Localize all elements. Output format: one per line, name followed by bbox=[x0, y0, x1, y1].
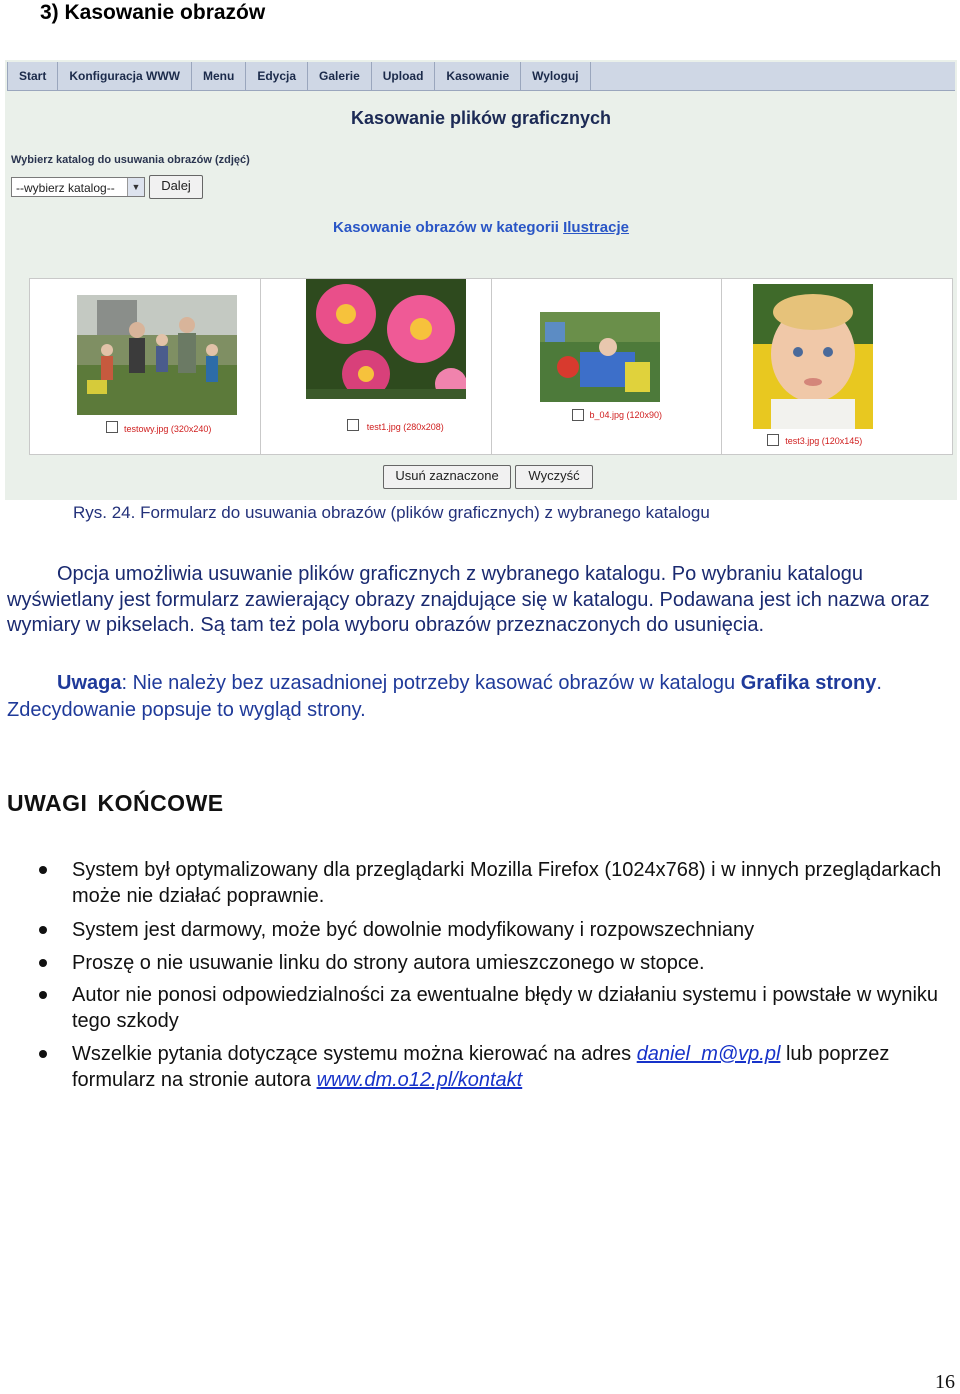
list-item bbox=[72, 857, 952, 909]
list-item bbox=[72, 1041, 952, 1093]
list-item-text: System był optymalizowany dla przeglądarki Mozilla Firefox (1024x768) i w innych przeglądarkach może nie działać poprawnie. bbox=[72, 859, 942, 907]
warning-text-end: . Zdecydowanie popsuje to wygląd strony. bbox=[7, 672, 882, 721]
warning-paragraph bbox=[7, 670, 947, 724]
nav-wyloguj[interactable]: Wyloguj bbox=[521, 62, 590, 90]
contact-url-link[interactable]: www.dm.o12.pl/kontakt bbox=[316, 1069, 523, 1091]
list-item-text: lub poprzez formularz na stronie autora bbox=[72, 1043, 890, 1091]
delete-selected-button[interactable]: Usuń zaznaczone bbox=[383, 465, 511, 489]
gallery-cell bbox=[30, 279, 261, 454]
image-checkbox[interactable] bbox=[106, 421, 118, 433]
image-checkbox[interactable] bbox=[347, 419, 359, 431]
gallery-heading bbox=[5, 219, 957, 236]
image-thumbnail-flowers bbox=[306, 279, 466, 399]
next-button[interactable]: Dalej bbox=[149, 175, 203, 199]
image-thumbnail-baby bbox=[753, 284, 873, 429]
list-item-text: System jest darmowy, może być dowolnie modyfikowany i rozpowszechniany bbox=[72, 919, 755, 941]
description-paragraph bbox=[7, 562, 947, 639]
image-caption: testowy.jpg (320x240) bbox=[124, 424, 212, 434]
bullet-icon bbox=[39, 991, 47, 999]
image-checkbox[interactable] bbox=[572, 409, 584, 421]
nav-upload[interactable]: Upload bbox=[372, 62, 436, 90]
gallery-heading-prefix: Kasowanie obrazów w kategorii bbox=[333, 219, 559, 236]
nav-start[interactable]: Start bbox=[7, 62, 58, 90]
list-item bbox=[72, 917, 952, 943]
section-title: 3) Kasowanie obrazów bbox=[40, 1, 266, 24]
gallery-cell bbox=[261, 279, 492, 454]
image-gallery bbox=[29, 278, 953, 455]
bullet-icon bbox=[39, 866, 47, 874]
gallery-cell bbox=[722, 279, 952, 454]
final-notes-heading-word2: KOŃCOWE bbox=[97, 790, 224, 816]
image-thumbnail-child-play bbox=[540, 312, 660, 402]
list-item-text: Proszę o nie usuwanie linku do strony autora umieszczonego w stopce. bbox=[72, 952, 705, 974]
warning-label: Uwaga bbox=[57, 672, 122, 694]
chevron-down-icon: ▼ bbox=[127, 178, 144, 196]
nav-kasowanie[interactable]: Kasowanie bbox=[435, 62, 521, 90]
final-notes-heading bbox=[7, 790, 224, 817]
warning-text: : Nie należy bez uzasadnionej potrzeby kasować obrazów w katalogu bbox=[121, 672, 741, 694]
catalog-select[interactable] bbox=[11, 177, 145, 197]
nav-menu[interactable]: Menu bbox=[192, 62, 246, 90]
email-link[interactable]: daniel_m@vp.pl bbox=[636, 1043, 781, 1065]
bullet-icon bbox=[39, 1050, 47, 1058]
warning-bold: Grafika strony bbox=[740, 672, 877, 694]
gallery-category-link[interactable]: Ilustracje bbox=[563, 219, 629, 236]
page-number: 16 bbox=[935, 1371, 955, 1393]
image-caption: b_04.jpg (120x90) bbox=[589, 410, 663, 420]
nav-galerie[interactable]: Galerie bbox=[308, 62, 372, 90]
list-item bbox=[72, 982, 952, 1034]
list-item bbox=[72, 950, 952, 976]
image-caption: test3.jpg (120x145) bbox=[785, 436, 863, 446]
clear-button[interactable]: Wyczyść bbox=[515, 465, 593, 489]
list-item-text: Autor nie ponosi odpowiedzialności za ewentualne błędy w działaniu systemu i powstałe w wyniku tego szkody bbox=[72, 984, 939, 1032]
nav-konfiguracja[interactable]: Konfiguracja WWW bbox=[58, 62, 192, 90]
image-thumbnail-people bbox=[77, 295, 237, 415]
list-item-text: Wszelkie pytania dotyczące systemu można kierować na adres bbox=[72, 1043, 637, 1065]
nav-edycja[interactable]: Edycja bbox=[246, 62, 308, 90]
paragraph-text: Opcja umożliwia usuwanie plików graficznych z wybranego katalogu. Po wybraniu katalogu wyświetlany jest formularz zawierający obrazy znajdujące się w katalogu. Podawana jest ich nazwa oraz wymiary w pikselach. Są tam też pola wyboru obrazów przeznaczonych do usunięcia. bbox=[7, 563, 930, 636]
catalog-select-value: --wybierz katalog-- bbox=[16, 181, 115, 195]
figure-caption: Rys. 24. Formularz do usuwania obrazów (plików graficznych) z wybranego katalogu bbox=[73, 503, 710, 522]
top-navigation bbox=[7, 62, 955, 91]
select-label: Wybierz katalog do usuwania obrazów (zdjęć) bbox=[11, 154, 250, 166]
bullet-icon bbox=[39, 926, 47, 934]
image-checkbox[interactable] bbox=[767, 434, 779, 446]
image-caption: test1.jpg (280x208) bbox=[366, 422, 444, 432]
screenshot-panel bbox=[5, 60, 957, 500]
page-heading: Kasowanie plików graficznych bbox=[350, 108, 612, 128]
bullet-icon bbox=[39, 959, 47, 967]
gallery-cell bbox=[492, 279, 723, 454]
final-notes-heading-word1: UWAGI bbox=[7, 790, 88, 816]
